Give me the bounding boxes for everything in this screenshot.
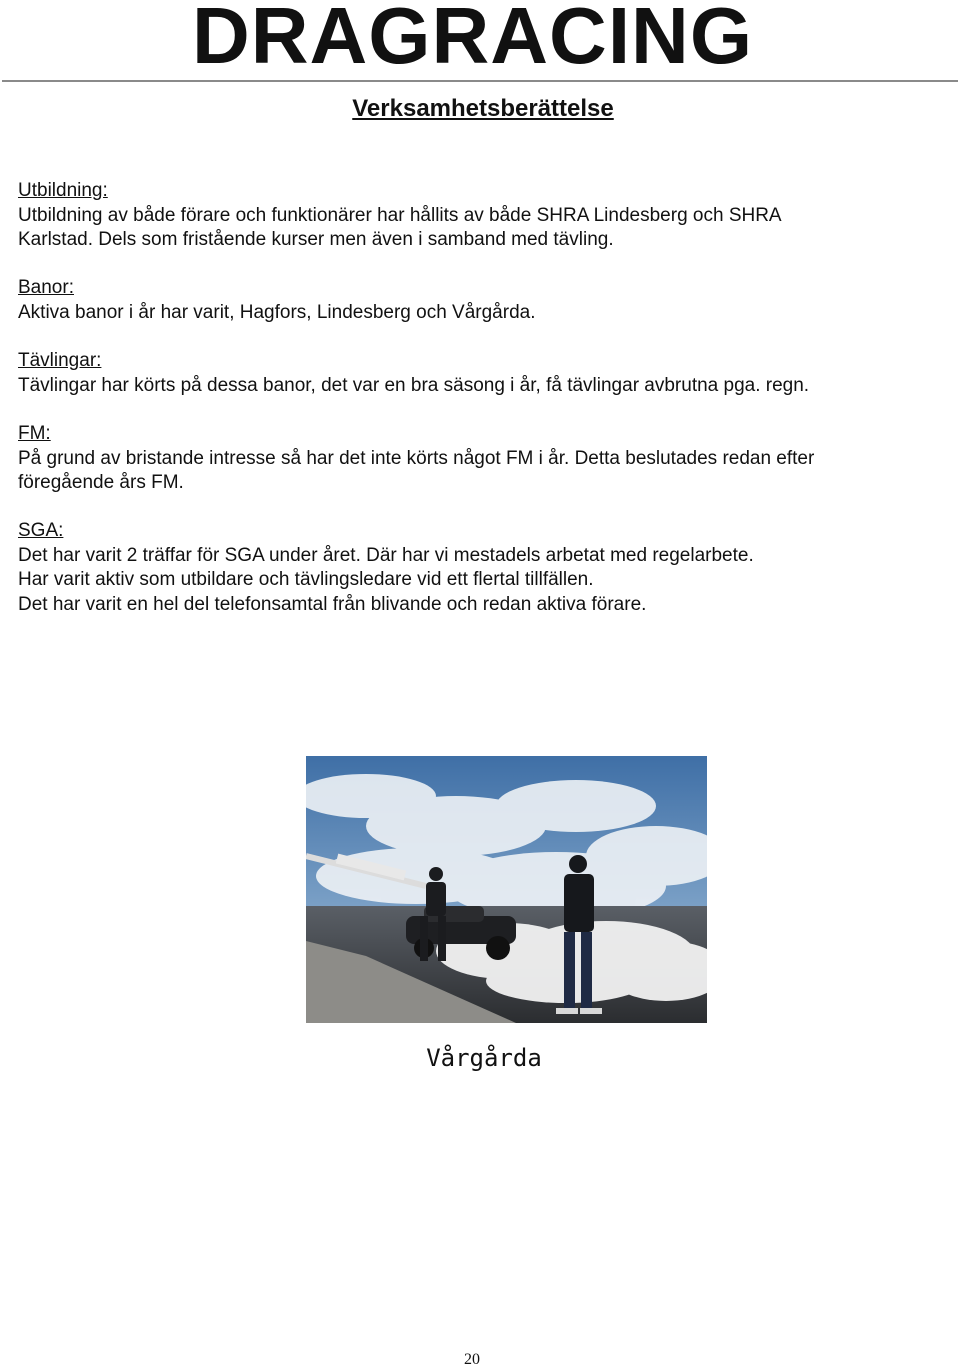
section-text-line: Aktiva banor i år har varit, Hagfors, Lindesberg och Vårgårda. [18,301,536,323]
section-text-line: Karlstad. Dels som fristående kurser men även i samband med tävling. [18,229,614,250]
section-text-line: På grund av bristande intresse så har det inte körts något FM i år. Detta beslutades redan efter [18,447,815,469]
section-heading: Tävlingar: [18,350,102,371]
section-fm [18,422,938,496]
section-tavlingar [18,349,938,398]
section-text-line: Tävlingar har körts på dessa banor, det var en bra säsong i år, få tävlingar avbrutna pga. regn. [18,374,810,396]
section-heading: FM: [18,423,51,444]
section-sga [18,519,938,617]
title-divider [2,80,958,82]
photo-caption: Vårgårda [426,1044,542,1072]
dragstrip-photo [306,756,707,1023]
section-banor [18,276,938,325]
section-heading: SGA: [18,520,64,541]
section-text-line: Det har varit en hel del telefonsamtal från blivande och redan aktiva förare. [18,593,647,615]
section-heading: Utbildning: [18,180,108,201]
document-subtitle: Verksamhetsberättelse [352,95,614,122]
section-text-line: Utbildning av både förare och funktionärer har hållits av både SHRA Lindesberg och SHRA [18,204,782,226]
document-title: DRAGRACING [191,0,754,80]
page-number: 20 [464,1351,480,1368]
section-text-line: Det har varit 2 träffar för SGA under året. Där har vi mestadels arbetat med regelarbete. [18,544,754,566]
section-text-line: Har varit aktiv som utbildare och tävlingsledare vid ett flertal tillfällen. [18,569,594,590]
section-text-line: föregående års FM. [18,472,184,493]
section-utbildning [18,179,938,253]
section-heading: Banor: [18,277,74,298]
